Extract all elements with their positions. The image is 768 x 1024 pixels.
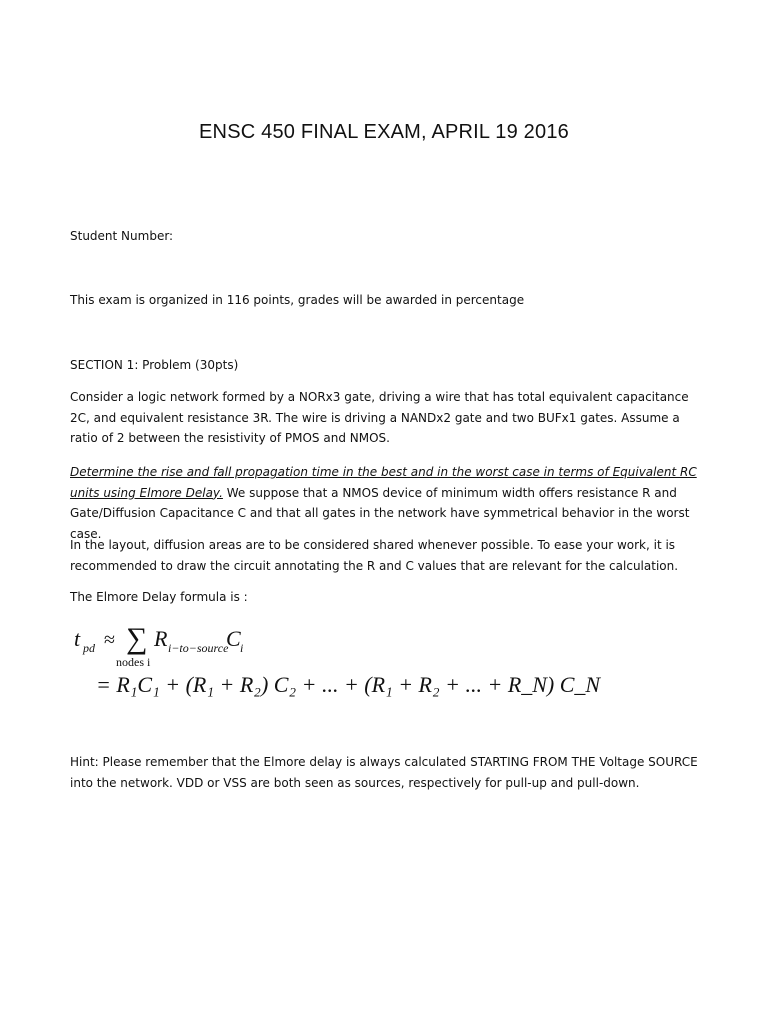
formula-C: C [226, 626, 241, 651]
section-heading: SECTION 1: Problem (30pts) [70, 358, 239, 372]
formula-R-sub: i−to−source [168, 641, 229, 655]
hint-paragraph: Hint: Please remember that the Elmore delay is always calculated STARTING FROM THE Voltage SOURCE into the network. VDD or VSS are both seen as sources, respectively for pull-up and pull-down. [70, 755, 698, 790]
formula-expansion: = R₁C₁ + (R₁ + R₂) C₂ + ... + (R₁ + R₂ + ... + R_N) C_N [96, 672, 601, 697]
task-assumptions: We suppose that a NMOS device of minimum width offers resistance R and Gate/Diffusion Capacitance C and that all gates in the network have symmetrical behavior in the worst case. [70, 485, 690, 541]
task-statement: Determine the rise and fall propagation time in the best and in the worst case in terms of Equivalent RC units using Elmore Delay. [70, 465, 697, 500]
elmore-delay-formula [66, 616, 601, 706]
formula-intro: The Elmore Delay formula is : [70, 590, 248, 604]
problem-paragraph-2 [70, 462, 710, 544]
problem-paragraph-1: Consider a logic network formed by a NORx3 gate, driving a wire that has total equivalent capacitance 2C, and equivalent resistance 3R. The wire is driving a NANDx2 gate and two BUFx1 gates. Assume a ratio of 2 between the resistivity of PMOS and NMOS. [70, 390, 689, 445]
formula-t: t [74, 626, 81, 651]
formula-approx: ≈ [104, 629, 115, 651]
formula-R: R [154, 626, 168, 651]
formula-graphic [66, 616, 601, 706]
exam-intro: This exam is organized in 116 points, grades will be awarded in percentage [70, 293, 525, 307]
formula-sum-under: nodes i [116, 655, 151, 669]
problem-paragraph-3: In the layout, diffusion areas are to be considered shared whenever possible. To ease your work, it is recommended to draw the circuit annotating the R and C values that are relevant for the calculation. [70, 538, 679, 573]
formula-t-sub: pd [83, 641, 95, 655]
formula-sum: ∑ [126, 622, 148, 655]
student-number-label: Student Number: [70, 229, 174, 243]
exam-title: ENSC 450 FINAL EXAM, APRIL 19 2016 [199, 121, 569, 143]
formula-C-sub: i [240, 641, 244, 655]
